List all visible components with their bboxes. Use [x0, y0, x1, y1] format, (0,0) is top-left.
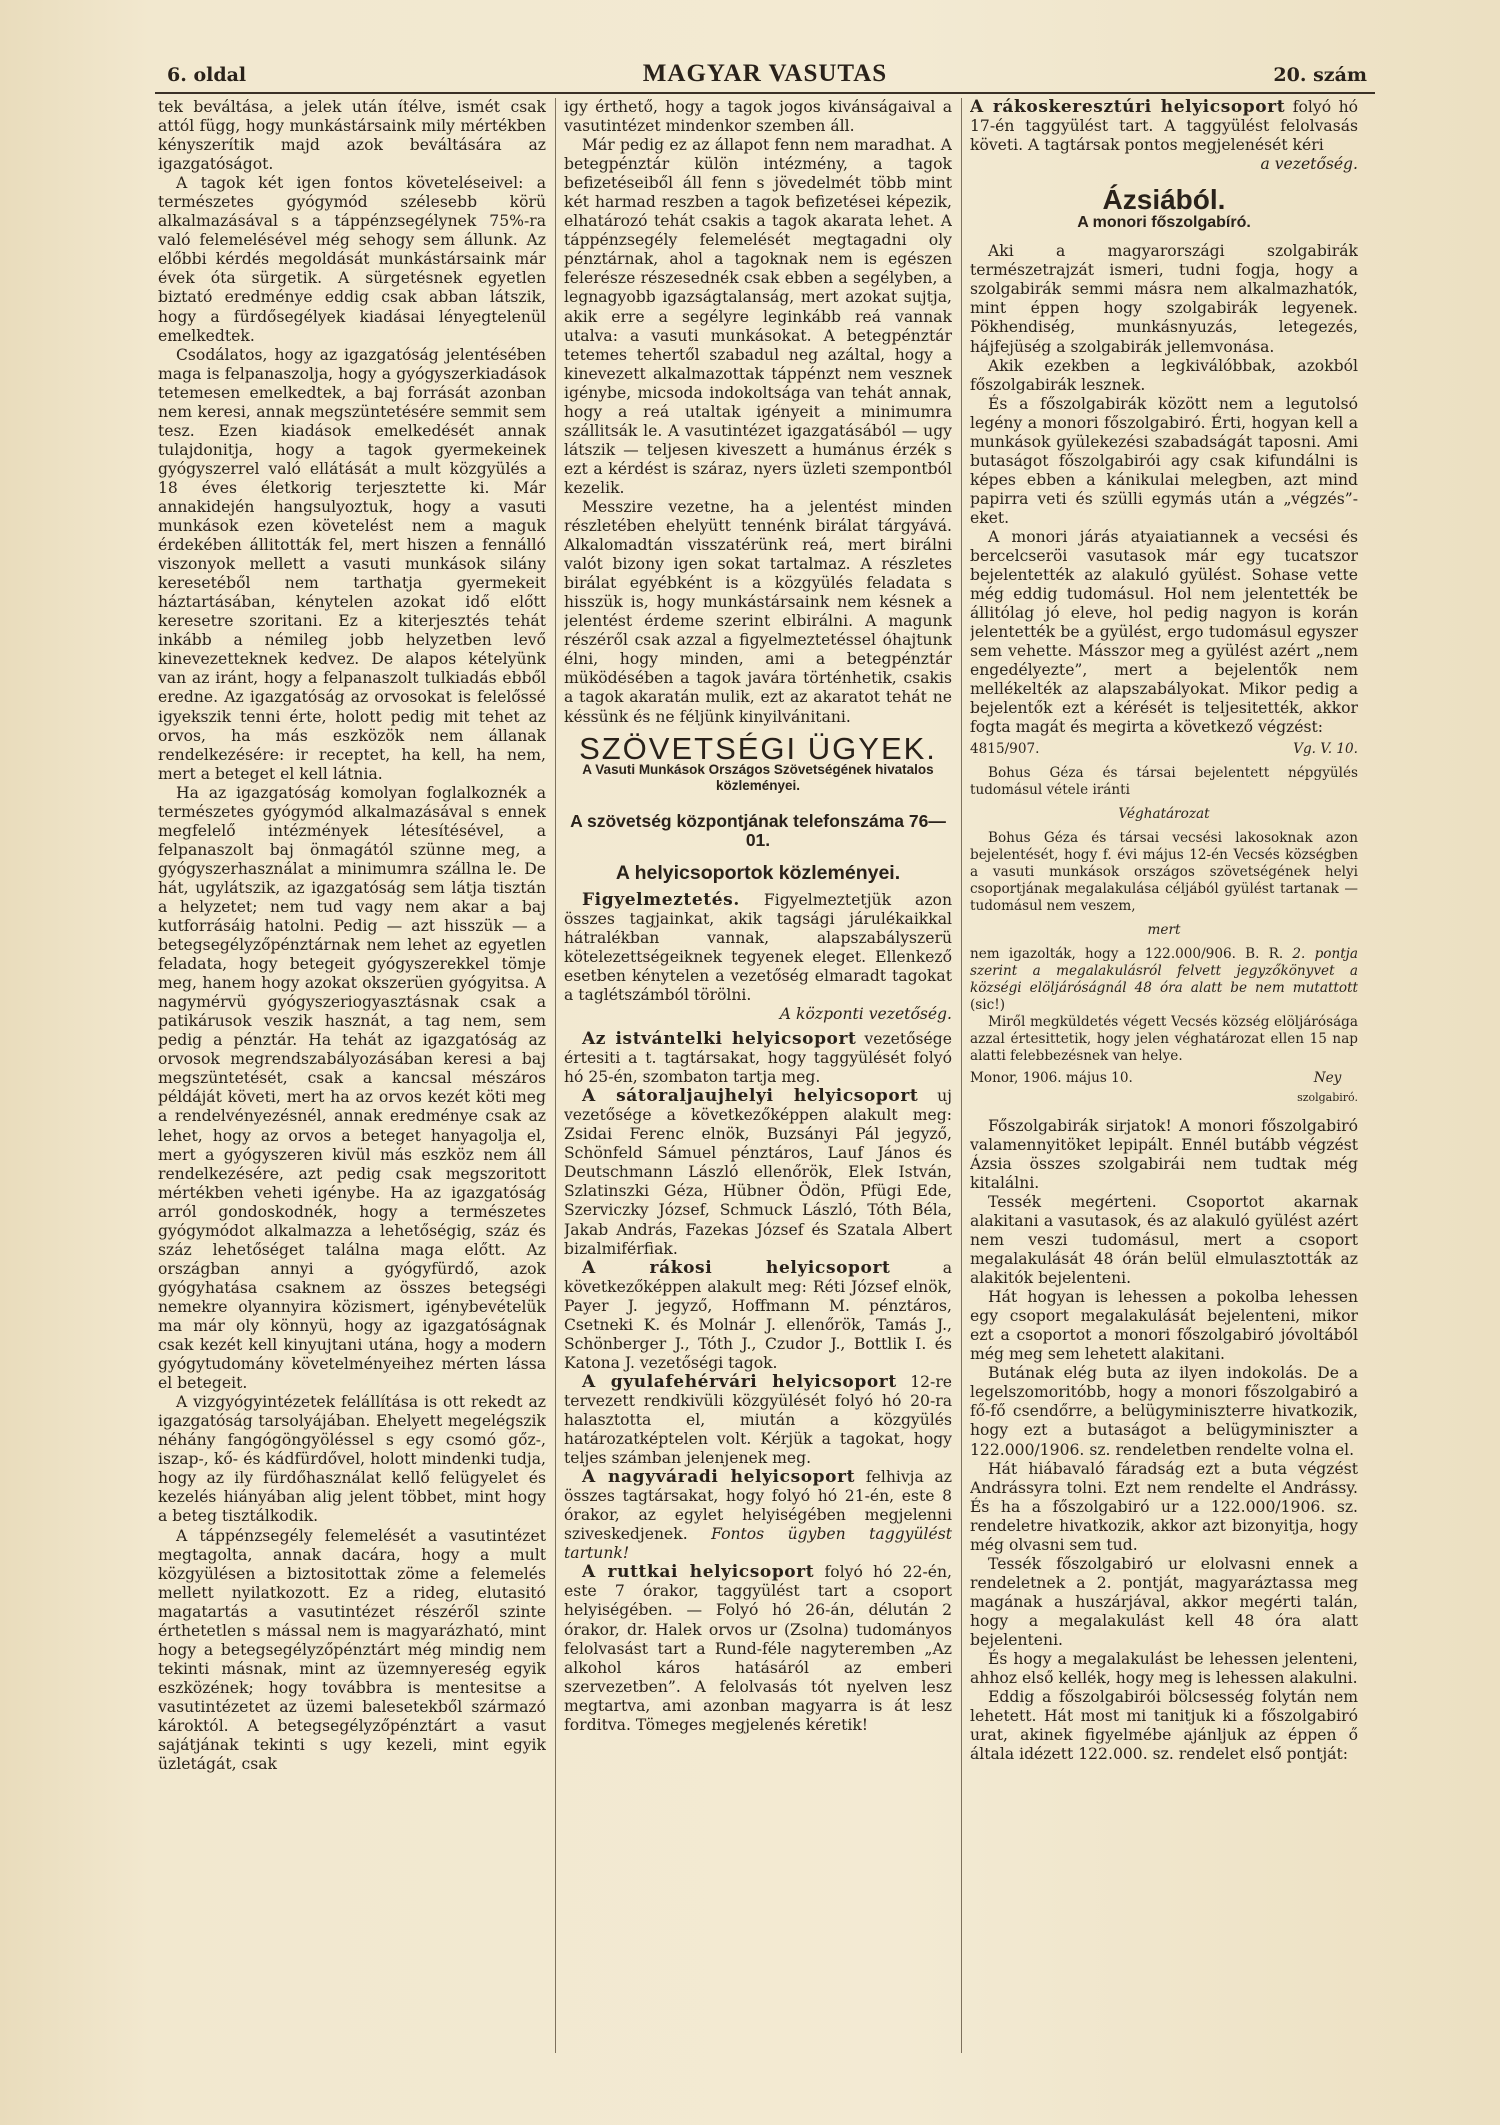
article-paragraph: tek beváltása, a jelek után ítélve, ismét csak attól függ, hogy munkástársaink mily mértékben kényszerítik majd azok beváltására az igazgatóságot.	[158, 98, 546, 174]
group-text: felhivja az összes tagtársakat, hogy folyó hó 21-én, este 8 órakor, az egylet helyiségében megjelenni sziveskedjenek.	[564, 1468, 952, 1544]
group-text: vezetősége értesiti a t. tagtársakat, hogy taggyülését folyó hó 25-én, szombaton tartja meg.	[564, 1030, 952, 1087]
article-paragraph: És hogy a megalakulást be lehessen jelenteni, ahhoz első kellék, hogy meg is lehessen alakulni.	[970, 1650, 1358, 1688]
page-number: 6. oldal	[167, 64, 247, 86]
document-number-line	[970, 740, 1358, 759]
notice-lead: Figyelmeztetés.	[582, 889, 740, 910]
group-name: A rákoskeresztúri helyicsoport	[970, 98, 1286, 117]
article-paragraph: Aki a magyarországi szolgabirák természetrajzát ismeri, tudni fogja, hogy a szolgabirák semmi másra nem alkalmazhatók, mint éppen hogy szolgabirák legyenek. Pökhendiség, munkásnyuzás, letegezés, hájfejüség a szolgabirák jellemvonása.	[970, 242, 1358, 356]
article-paragraph: A tagok két igen fontos követeléseivel: a természetes gyógymód szélesebb körü alkalmazásával s a táppénzsegélynek 75%-ra való felemelésével még sehogy sem állunk. Az előbbi kérdés megoldását munkástársaink már évek óta sürgetik. A sürgetésnek egyetlen biztató eredménye eddig csak abban látszik, hogy a fürdősegélyek kiadásai lényegtelenül emelkedtek.	[158, 174, 546, 345]
document-paragraph: Bohus Géza és társai bejelentett népgyülés tudomásul vétele iránti	[970, 764, 1358, 798]
article-paragraph: igy érthető, hogy a tagok jogos kivánságaival a vasutintézet mindenkor szemben áll.	[564, 98, 952, 136]
column-divider	[555, 98, 556, 2053]
group-name: A sátoraljaujhelyi helyicsoport	[582, 1086, 919, 1107]
issue-number: 20. szám	[1273, 64, 1367, 86]
group-text: uj vezetősége a következőképpen alakult meg: Zsidai Ferenc elnök, Buzsányi Pál jegyző, Schönfeld Sámuel pénztáros, Lauf János és Deutschmann László ellenőrök, Elek István, Szlatinszki Géza, Hübner Ödön, Pfügi Ede, Szerviczky József, Schmuck László, Tóth Béla, Jakab András, Fazekas József és Szatala Albert bizalmiférfiak.	[564, 1087, 952, 1258]
group-text: folyó hó 17-én taggyülést tart. A taggyülést felolvasás követi. A tagtársak pontos megjelenését kéri	[970, 98, 1358, 155]
document-verdict: Véghatározat	[1118, 805, 1210, 822]
notice-signature: A központi vezetőség.	[779, 1005, 952, 1024]
group-text: folyó hó 22-én, este 7 órakor, taggyülést tart a csoport helyiségében. — Folyó hó 26-án, délután 2 órakor, dr. Halek orvos ur (Zsolna) tudományos felolvasást tart a Rund-féle nagyteremben „Az alkohol káros hatásáról az emberi szervezetben”. A felolvasás tót nyelven lesz megtartva, ami azonban magyarra is át lesz forditva. Tömeges megjelenés kéretik!	[564, 1563, 952, 1734]
group-name: A ruttkai helyicsoport	[582, 1562, 815, 1583]
group-name: A rákosi helyicsoport	[582, 1257, 891, 1278]
group-text: 12-re tervezett rendkivüli közgyülését folyó hó 20-ra halasztotta el, miután a közgyülés határozatképtelen volt. Kérjük a tagokat, hogy teljes számban jelenjenek meg.	[564, 1372, 952, 1468]
group-name: Az istvántelki helyicsoport	[582, 1029, 857, 1050]
article-paragraph: Tessék megérteni. Csoportot akarnak alakitani a vasutasok, és az alakuló gyülést azért nem veszi tudomásul, mert a csoport megalakulását 48 órán belül elmulasztották az alakitók bejelenteni.	[970, 1192, 1358, 1288]
column-divider	[961, 98, 962, 2053]
article-subtitle: A monori főszolgabíró.	[1077, 214, 1251, 232]
document-sic: (sic!)	[970, 996, 1006, 1013]
column-1	[158, 98, 546, 2073]
document-place-date: Monor, 1906. május 10.	[970, 1069, 1133, 1086]
group-italic: Fontos ügyben taggyülést tartunk!	[564, 1525, 952, 1563]
article-paragraph: A táppénzsegély felemelését a vasutintézet megtagolta, annak dacára, hogy a mult közgyülésen a biztositottak zöme a felemelés mellett nyilatkozott. Ez a rideg, elutasitó magatartás a vasutintézet részéről szinte érthetetlen s mással nem is magyarázható, mint hogy a betegsegélyzőpénztárt még mindig nem tekinti másnak, mint az üzemnyereség egyik eszközének; hogy továbbra is mentesitse a vasutintézetet az üzemi balesetekből származó károktól. A betegsegélyzőpénztárt a vasut sajátjának tekinti s ugy kezeli, mint egyik üzletágát, csak	[158, 1526, 546, 1774]
masthead-title: MAGYAR VASUTAS	[642, 60, 888, 87]
document-number: 4815/907.	[970, 740, 1040, 757]
column-2	[564, 98, 952, 2073]
article-paragraph: A monori járás atyaiatiannek a vecsési és bercelcseröi vasutasok már egy tucatszor bejelentették az alakuló gyülést. Sohase vette még eddig tudomásul. Hol nem jelentették be állitólag jó eleve, hol pedig nagyon is korán jelentették be a gyülést, ergo tudomásul egyszer sem vehette. Másszor meg a gyülést azért „nem engedélyezte”, mert a bejelentők nem mellékelték az alapszabályokat. Mikor pedig a bejelentők ezt a kérését is teljesitették, akkor fogta magát és megirta a következő végzést:	[970, 527, 1358, 737]
group-name: A nagyváradi helyicsoport	[582, 1467, 856, 1488]
article-paragraph: És a főszolgabirák között nem a legutolsó legény a monori főszolgabiró. Érti, hogyan kell a munkások gyülekezési szabadságát taposni. Ami butaságot főszolgabirói agy csak kifundálni is képes ebben a kánikulai melegben, azt mind papirra veti és szülli egymás után a „végzés”-eket.	[970, 394, 1358, 527]
document-paragraph: Bohus Géza és társai vecsési lakosoknak azon bejelentését, hogy f. évi május 12-én Vecsés községben a vasuti munkások országos szövetségének helyi csoportjának megalakulása céljából gyülést tartanak — tudomásul nem veszem,	[970, 829, 1358, 914]
section-title: SZÖVETSÉGI ÜGYEK.	[579, 730, 937, 766]
article-paragraph: A vizgyógyintézetek felállítása is ott rekedt az igazgatóság tarsolyájában. Ehelyett megelégszik néhány fangógöngyöléssel s egy csomó gőz-, iszap-, kő- és kádfürdővel, holott mindenki tudja, hogy az ily fürdőhasználat kellő felügyelet és kezelés hiányában alig jelent többet, mint hogy a beteg tisztálkodik.	[158, 1393, 546, 1526]
article-paragraph: Akik ezekben a legkiválóbbak, azokból főszolgabirák lesznek.	[970, 356, 1358, 394]
article-paragraph: Eddig a főszolgabirói bölcsesség folytán nem lehetett. Hát most mi tanitjuk ki a főszolgabiró urat, akinek figyelmébe ajánljuk az éppen ő általa idézett 122.000. sz. rendelet első pontját:	[970, 1688, 1358, 1764]
document-signer: Ney	[1313, 1069, 1342, 1086]
article-paragraph: Butának elég buta az ilyen indokolás. De a legelszomoritóbb, hogy a monori főszolgabiró a fő-fő csendőrre, a belügyminiszterre hivatkozik, hogy ezt a butaságot a belügyminiszter a 122.000/1906. sz. rendeletben rendelte volna el.	[970, 1364, 1358, 1459]
article-title: Ázsiából.	[1102, 184, 1226, 216]
locals-title: A helyicsoportok közleményei.	[615, 861, 901, 884]
document-reference: Vg. V. 10.	[1293, 740, 1358, 757]
article-paragraph: Csodálatos, hogy az igazgatóság jelentésében maga is felpanaszolja, hogy a gyógyszerkiadások tetemesen emelkedtek, a baj forrását azonban nem keresi, annak megszüntetésére semmit sem tesz. Ezen kiadások emelkedését annak tulajdonitja, hogy a tagok gyermekeinek gyógyszerrel való ellátását a mult közgyülés a 18 éves életkorig terjesztette ki. Már annakidején hangsulyoztuk, hogy a vasuti munkások ezen követelést nem a maguk érdekében állitották fel, mert hiszen a fennálló viszonyok mellett a vasuti munkások silány keresetéből nem tarthatja gyermekeit háztartásában, kénytelen azokat idő előtt keresetre szoritani. Ez a kiterjesztés tehát inkább a némileg jobb helyzetben levő kinevezetteknek kedvez. De alapos kételyünk van az iránt, hogy a felpanaszolt tulkiadás ebből eredne. Az igazgatóság az orvosokat is felelőssé igyekszik tenni érte, holott pedig mit tehet az orvos, ha más eszközök nem állanak rendelkezésére: ir receptet, ha kell, ha nem, mert a beteget el kell látnia.	[158, 345, 546, 783]
article-paragraph: Tessék főszolgabiró ur elolvasni ennek a rendeletnek a 2. pontját, magyaráztassa meg magának a huszárjával, akkor megérti talán, hogy a megalakulást kell 48 óra alatt bejelenteni.	[970, 1554, 1358, 1649]
group-text: a következőképpen alakult meg: Réti József elnök, Payer J. jegyző, Hoffmann M. pénztáros, Csetneki K. és Molnár J. ellenőrök, Tamás J., Schönberger J., Tóth J., Czudor J., Bottlik I. és Katona J. vezetőségi tagok.	[564, 1258, 952, 1372]
notice-text: Figyelmeztetjük azon összes tagjainkat, akik tagsági járulékaikkal hátralékban vannak, alapszabályszerü kötelezettségeiknek tegyenek eleget. Ellenkező esetben kénytelen a vezetőség elmaradt tagokat a taglétszámból törölni.	[564, 890, 952, 1004]
article-paragraph: Messzire vezetne, ha a jelentést minden részletében ehelyütt tennénk birálat tárgyává. Alkalomadtán visszatérünk reá, mert birálni valót bizony igen sokat tartalmaz. A részletes birálat egyébként is a közgyülés feladata s hisszük is, hogy munkástársaink nem késnek a jelentést érdeme szerint elbirálni. A magunk részéről csak azzal a figyelmeztetéssel óhajtunk élni, hogy minden, ami a betegpénztár müködésében a tagok javára történhetik, csakis a tagok akaratán mulik, ezt az akaratot tehát ne késsünk és ne féljünk kinyilvánitani.	[564, 497, 952, 726]
page-header	[155, 58, 1375, 94]
document-paragraph: Miről megküldetés végett Vecsés község elöljárósága azzal értesittetik, hogy jelen véghatározat ellen 15 nap alatti felebbezésnek van helye.	[970, 1013, 1358, 1064]
document-signoff	[970, 1069, 1358, 1107]
article-paragraph: Hát hiábavaló fáradság ezt a buta végzést Andrássyra tolni. Ezt nem rendelte el Andrássy. És ha a főszolgabiró ur a 122.000/1906. sz. rendeletre hivatkozik, akkor azt bizonyitja, hogy még olvasni sem tud.	[970, 1459, 1358, 1554]
section-subtitle: A Vasuti Munkások Országos Szövetségének hivatalos közleményei.	[582, 761, 934, 793]
document-text-italic: 2. pontja szerint a megalakulásról felvett jegyzőkönyvet a községi elöljáróságnál 48 óra alatt be nem mutattott	[970, 945, 1358, 996]
article-paragraph: Már pedig ez az állapot fenn nem maradhat. A betegpénztár külön intézmény, a tagok befizetéseiből áll fenn s jövedelmét több mint két harmad reszben a tagok befizetései képezik, elhatározó tehát csakis a tagok akarata lehet. A táppénzsegély felemelését megtagadni oly pénztárnak, ahol a tagoknak nem is egészen felerésze részesednék csak ebben a segélyben, a legnagyobb igazságtalanság, mert azokat sujtja, akik erre a segélyre leginkább reá vannak utalva: a vasuti munkásokat. A betegpénztár tetemes tehertől szabadul neg azáltal, hogy a kinevezett alkalmazottak táppénzt nem vesznek igénybe, micsoda indokoltsága van tehát annak, hogy a reá utaltak igényeit a minimumra szállitsák le. A vasutintézet igazgatásából — ugy látszik — teljesen kiveszett a humánus érzék s ezt a kérdést is száraz, nyers üzleti szempontból kezelik.	[564, 136, 952, 497]
document-text: nem igazolták, hogy a 122.000/906. B. R.	[970, 945, 1284, 962]
document-signer-title: szolgabiró.	[1297, 1090, 1358, 1104]
article-paragraph: Ha az igazgatóság komolyan foglalkoznék a természetes gyógymód alkalmazásával s ennek megfelelő intézmények létesítésével, a felpanaszolt baj önmagától szünne meg, a gyógyszerhasználat a minimumra szállna le. De hát, ugylátszik, az igazgatóság sem látja tisztán a helyzetet; nem tud vagy nem akar a baj kutforrásáig hatolni. Pedig — azt hisszük — a betegsegélyzőpénztárnak nem lehet az egyetlen feladata, hogy betegeit gyógyszerekkel tömje meg, hanem hogy azokat okszerüen gyógyitsa. A nagymérvü gyógyszeriogyasztásnak csak a patikárusok veszik hasznát, a tag nem, sem pedig a pénztár. Ha tehát az igazgatóság az orvosok megrendszabályozásában keresi a baj megszüntetését, csak a kancsal mészáros példáját követi, mert ha az orvos kezét köti meg a rendelvényezésnél, annak eredménye csak az lehet, hogy az orvos a beteget hanyagolja el, mert a gyógyszeren kivül más eszköz nem áll rendelkezésére, azt pedig csak megszoritott mértékben veheti igénybe. Ha az igazgatóság arról gondoskodnék, hogy a természetes gyógymódot alkalmazza a lehetőségig, száz és száz lehetőséget találna maga előtt. Az országban annyi a gyógyfürdő, azok gyógyhatása csaknem az összes betegségi nemekre olyannyira közismert, igénybevételük ma már oly könnyü, hogy az igazgatóságnak csak kezét kell kinyujtani utána, hogy a modern gyógytudomány követelményeihez mérten lássa el betegeit.	[158, 783, 546, 1393]
group-name: A gyulafehérvári helyicsoport	[582, 1371, 897, 1392]
group-signature: a vezetőség.	[1260, 155, 1358, 174]
article-paragraph: Főszolgabirák sirjatok! A monori főszolgabiró valamennyitöket lepipált. Ennél butább végzést Ázsia összes szolgabirái nem tudtak még kitalálni.	[970, 1116, 1358, 1192]
document-mert: mert	[1147, 921, 1181, 938]
article-paragraph: Hát hogyan is lehessen a pokolba lehessen egy csoport megalakulását bejelenteni, mikor ezt a csoportot a monori főszolgabiró jóvoltából még meg sem lehetett alakitani.	[970, 1288, 1358, 1364]
phone-notice: A szövetség központjának telefonszáma 76—01.	[570, 810, 946, 850]
column-3	[970, 98, 1358, 2073]
